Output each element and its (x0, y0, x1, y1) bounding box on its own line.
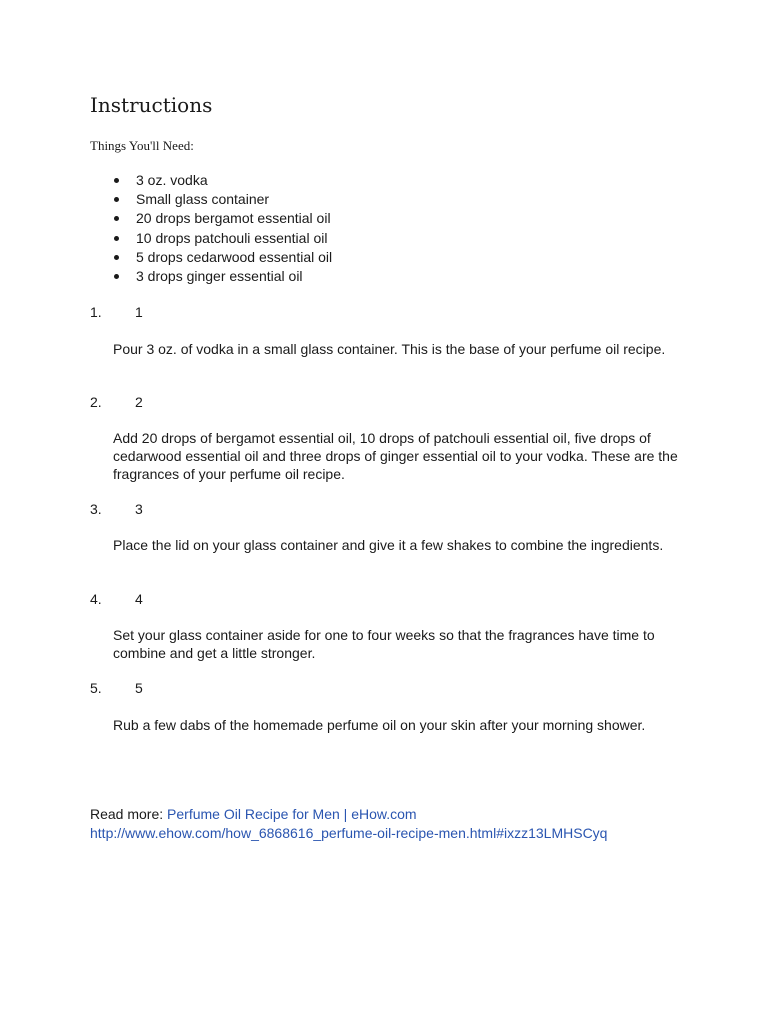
step-label: 3 (135, 501, 143, 517)
step-label: 4 (135, 591, 143, 607)
read-more-prefix: Read more: (90, 806, 168, 822)
list-item-text: 3 oz. vodka (136, 172, 208, 188)
bullet-icon (114, 197, 119, 202)
bullet-icon (114, 216, 119, 221)
list-item-text: 5 drops cedarwood essential oil (136, 248, 333, 265)
list-item-text: Small glass container (136, 191, 270, 208)
step-text: Pour 3 oz. of vodka in a small glass container. This is the base of your perfume oil recipe. (113, 341, 666, 357)
step-number: 5. (90, 680, 102, 696)
step-label: 1 (135, 304, 143, 320)
list-item-text: 3 drops ginger essential oil (136, 267, 303, 284)
step-text: Set your glass container aside for one to four weeks so that the fragrances have time to combine and get a little stronger. (113, 627, 655, 662)
step-label: 2 (135, 394, 143, 410)
step-number: 2. (90, 394, 102, 410)
bullet-icon (114, 255, 119, 260)
article-url-link[interactable]: http://www.ehow.com/how_6868616_perfume-oil-recipe-men.html#ixzz13LMHSCyq (90, 824, 608, 841)
step-number: 3. (90, 501, 102, 517)
list-item-text: 20 drops bergamot essential oil (136, 210, 331, 227)
step-text: Rub a few dabs of the homemade perfume oil on your skin after your morning shower. (113, 717, 646, 733)
step-number: 1. (90, 304, 102, 320)
article-title-link[interactable]: Perfume Oil Recipe for Men | eHow.com (167, 806, 417, 822)
bullet-icon (114, 236, 119, 241)
step-text: Add 20 drops of bergamot essential oil, 10 drops of patchouli essential oil, five drops of cedarwood essential oil and three drops of ginger essential oil to your vodka. These are the fragrances of your perfume oil recipe. (113, 430, 678, 483)
page-title: Instructions (90, 93, 213, 117)
bullet-icon (114, 178, 119, 183)
read-more-block (90, 805, 607, 842)
bullet-icon (114, 274, 119, 279)
step-text: Place the lid on your glass container and give it a few shakes to combine the ingredients. (113, 537, 664, 553)
step-label: 5 (135, 680, 143, 696)
list-item-text: 10 drops patchouli essential oil (136, 229, 328, 246)
things-needed-label: Things You'll Need: (90, 138, 194, 153)
step-number: 4. (90, 591, 102, 607)
